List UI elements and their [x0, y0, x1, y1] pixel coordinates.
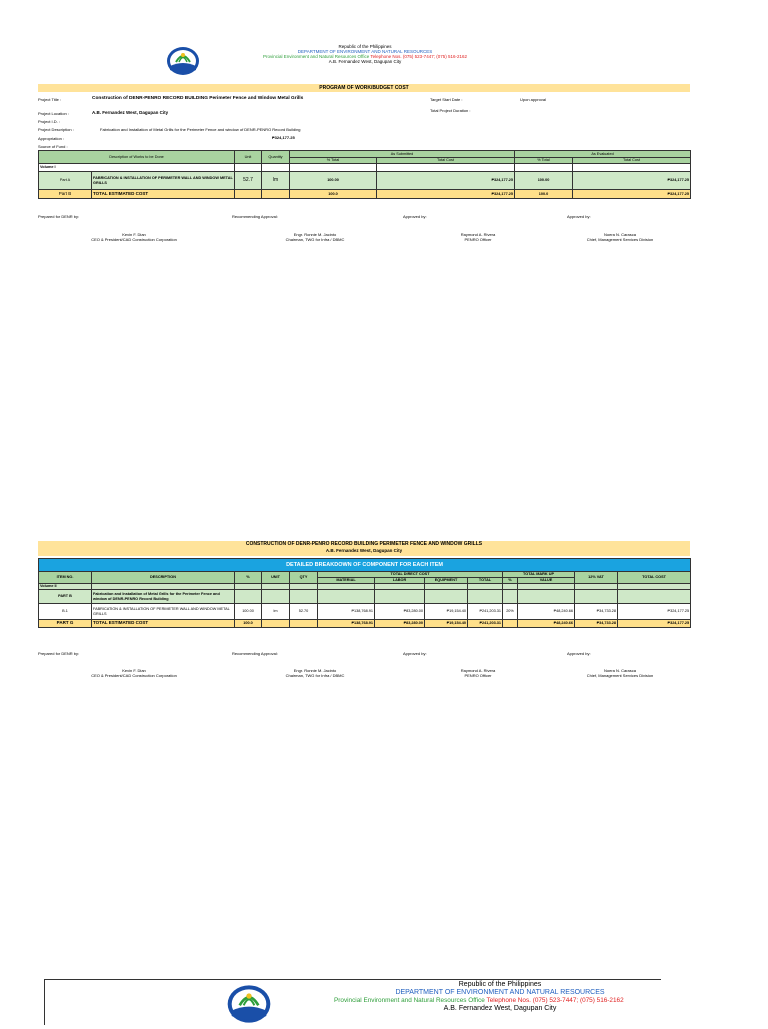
col-total: TOTAL	[468, 578, 503, 584]
section2-banner	[38, 541, 690, 556]
signatory-7	[408, 668, 548, 678]
prepared-label-2: Prepared for DENR by:	[38, 651, 80, 656]
footer-office	[334, 997, 664, 1005]
total2-material: ₱138,768.91	[318, 620, 375, 628]
section2-title: CONSTRUCTION OF DENR-PENRO RECORD BUILDING PERIMETER FENCE AND WINDOW GRILLS	[245, 541, 483, 547]
col-unit2: UNIT	[262, 572, 290, 584]
signatory-5-name: Kevin F. Dian	[122, 668, 146, 673]
table-row-eval-pct: 100.00	[515, 172, 573, 190]
total2-labor: ₱83,280.00	[375, 620, 425, 628]
approved-label-2: Approved by:	[567, 214, 591, 219]
item-row-qty: 52.70	[290, 604, 318, 620]
signatory-8	[550, 668, 690, 678]
table-row-desc: FABRICATION & INSTALLATION OF PERIMETER WALL AND WINDOW METAL GRILLS	[92, 172, 235, 190]
header-address: A.B. Fernandez West, Dagupan City	[328, 59, 402, 64]
total2-vat: ₱34,733.28	[575, 620, 618, 628]
fund-label: Source of Fund :	[38, 144, 68, 149]
signatory-6-title: Chairman, TWG for Infra / DBMC	[285, 673, 345, 678]
part-row-desc: Fabrication and Installation of Metal Grills for the Perimeter Fence and window of DENR-PENRO Record Building	[92, 590, 235, 604]
project-desc: Fabrication and Installation of Metal Grills for the Perimeter Fence and window of DENR-PENRO Record Building	[100, 127, 301, 132]
signatory-2-title: Chairman, TWG for Infra / DBMC	[285, 237, 345, 242]
header-department: DEPARTMENT OF ENVIRONMENT AND NATURAL RESOURCES	[297, 49, 433, 54]
col-sub-cost: Total Cost	[377, 158, 515, 164]
signatory-2-name: Engr. Ronnie M. Jacinto	[293, 232, 337, 237]
col-total-direct: TOTAL DIRECT COST	[318, 572, 503, 578]
header-republic: Republic of the Philippines	[338, 44, 392, 49]
project-title-label: Project Title :	[38, 97, 62, 102]
location: A.B. Fernandez West, Dagupan City	[92, 110, 169, 115]
signatory-4-title: Chief, Management Services Division	[586, 237, 654, 242]
total-part: Part B	[39, 190, 92, 199]
total2-total: ₱241,203.31	[468, 620, 503, 628]
project-desc-label: Project Description :	[38, 127, 74, 132]
col-equipment: EQUIPMENT	[425, 578, 468, 584]
col-material: MATERIAL	[318, 578, 375, 584]
col-as-submitted: As Submitted	[290, 151, 515, 158]
item-row-no: B.1	[39, 604, 92, 620]
table-row-sub-cost: ₱324,177.25	[377, 172, 515, 190]
target-start: Upon approval	[520, 97, 547, 102]
signatory-1-title: CEO & President/CAD Construction Corporation	[91, 237, 177, 242]
col-unit: Unit	[235, 151, 262, 164]
col-as-evaluated: As Evaluated	[515, 151, 691, 158]
item-row-unit: lm	[262, 604, 290, 620]
appropriation-label: Appropriation :	[38, 136, 65, 141]
footer-republic: Republic of the Philippines	[458, 981, 542, 988]
signatory-2	[245, 232, 385, 242]
signatory-3	[408, 232, 548, 242]
footer-department: DEPARTMENT OF ENVIRONMENT AND NATURAL RESOURCES	[395, 989, 605, 996]
table-row-eval-cost: ₱324,177.25	[573, 172, 691, 190]
table-row-sub-pct: 100.00	[290, 172, 377, 190]
target-start-label: Target Start Date :	[430, 97, 463, 102]
recommending-label-2: Recommending Approval:	[232, 651, 278, 656]
col-total-cost: TOTAL COST	[618, 572, 691, 584]
item-row-equipment: ₱19,154.40	[425, 604, 468, 620]
footer-office-name: Provincial Environment and Natural Resources Office	[334, 997, 485, 1004]
total-sub-pct: 100.0	[290, 190, 377, 199]
breakdown-table	[38, 558, 691, 628]
item-row-total: ₱241,203.31	[468, 604, 503, 620]
col-eval-cost: Total Cost	[573, 158, 691, 164]
table-row-unit: 52.7	[235, 172, 262, 190]
item-row-mk-value: ₱48,240.66	[518, 604, 575, 620]
signatory-6-name: Engr. Ronnie M. Jacinto	[293, 668, 337, 673]
duration-label: Total Project Duration :	[430, 108, 471, 113]
program-table	[38, 150, 691, 199]
volume-label: Volume I	[39, 164, 235, 172]
total2-mk-value: ₱48,240.66	[518, 620, 575, 628]
signatory-1	[64, 232, 204, 242]
footer-phone: Telephone Nos. (075) 523-7447; (075) 516-2162	[484, 997, 624, 1004]
denr-logo	[166, 46, 200, 76]
total-eval-cost: ₱324,177.25	[573, 190, 691, 199]
approved-label-3: Approved by:	[403, 651, 427, 656]
signatory-1-name: Kevin F. Dian	[122, 232, 146, 237]
item-row-material: ₱138,768.91	[318, 604, 375, 620]
col-mk-value: VALUE	[518, 578, 575, 584]
table-row-part: Part A	[39, 172, 92, 190]
col-pct: %	[235, 572, 262, 584]
item-row-mk-pct: 20%	[503, 604, 518, 620]
col-eval-pct: % Total	[515, 158, 573, 164]
signatory-6	[245, 668, 385, 678]
col-labor: LABOR	[375, 578, 425, 584]
col-description: Description of Works to be Done	[39, 151, 235, 164]
signatory-7-name: Raymond A. Rivera	[460, 668, 496, 673]
total2-label: TOTAL ESTIMATED COST	[92, 620, 235, 628]
program-banner: PROGRAM OF WORK/BUDGET COST	[38, 84, 690, 92]
signatory-8-title: Chief, Management Services Division	[586, 673, 654, 678]
signatory-3-name: Raymond A. Rivera	[460, 232, 496, 237]
col-markup: TOTAL MARK UP	[503, 572, 575, 578]
item-row-labor: ₱83,280.00	[375, 604, 425, 620]
col-vat: 12% VAT	[575, 572, 618, 584]
col-item-no: ITEM NO.	[39, 572, 92, 584]
recommending-label: Recommending Approval:	[232, 214, 278, 219]
approved-label-4: Approved by:	[567, 651, 591, 656]
signatory-4	[550, 232, 690, 242]
volume2-label: Volume II	[39, 584, 92, 590]
col-desc: DESCRIPTION	[92, 572, 235, 584]
signatory-8-name: Noera N. Carasca	[603, 668, 636, 673]
total2-item: PART G	[39, 620, 92, 628]
total-sub-cost: ₱324,177.25	[377, 190, 515, 199]
table-row-qty: lm	[262, 172, 290, 190]
header-office-name: Provincial Environment and Natural Resources Office	[263, 54, 370, 59]
total-eval-pct: 100.0	[515, 190, 573, 199]
footer-address: A.B. Fernandez West, Dagupan City	[443, 1005, 557, 1012]
col-qty: QTY	[290, 572, 318, 584]
col-sub-pct: % Total	[290, 158, 377, 164]
signatory-4-name: Noera N. Carasca	[603, 232, 636, 237]
denr-logo-footer	[226, 984, 272, 1024]
item-row-total-cost: ₱324,177.25	[618, 604, 691, 620]
prepared-label: Prepared for DENR by:	[38, 214, 80, 219]
total2-pct: 100.0	[235, 620, 262, 628]
total-label: TOTAL ESTIMATED COST	[92, 190, 235, 199]
part-row-item: PART B	[39, 590, 92, 604]
col-mk-pct: %	[503, 578, 518, 584]
appropriation: ₱324,177.25	[272, 135, 295, 140]
item-row-pct: 100.00	[235, 604, 262, 620]
approved-label: Approved by:	[403, 214, 427, 219]
col-quantity: Quantity	[262, 151, 290, 164]
signatory-5-title: CEO & President/CAD Construction Corporation	[91, 673, 177, 678]
total2-total-cost: ₱324,177.25	[618, 620, 691, 628]
header-phone: Telephone Nos. (075) 523-7447; (075) 516-2162	[369, 54, 467, 59]
signatory-3-title: PENRO Officer	[464, 237, 492, 242]
section2-subtitle: A.B. Fernandez West, Dagupan City	[325, 548, 403, 553]
breakdown-title: DETAILED BREAKDOWN OF COMPONENT FOR EACH ITEM	[39, 559, 691, 572]
signatory-5	[64, 668, 204, 678]
total2-equipment: ₱19,154.40	[425, 620, 468, 628]
project-title: Construction of DENR-PENRO RECORD BUILDING Perimeter Fence and Window Metal Grills	[92, 96, 304, 101]
signatory-7-title: PENRO Officer	[464, 673, 492, 678]
location-label: Project Location :	[38, 111, 69, 116]
item-row-desc: FABRICATION & INSTALLATION OF PERIMETER WALL AND WINDOW METAL GRILLS	[92, 604, 235, 620]
item-row-vat: ₱34,733.28	[575, 604, 618, 620]
project-id-label: Project I.D. :	[38, 119, 61, 124]
